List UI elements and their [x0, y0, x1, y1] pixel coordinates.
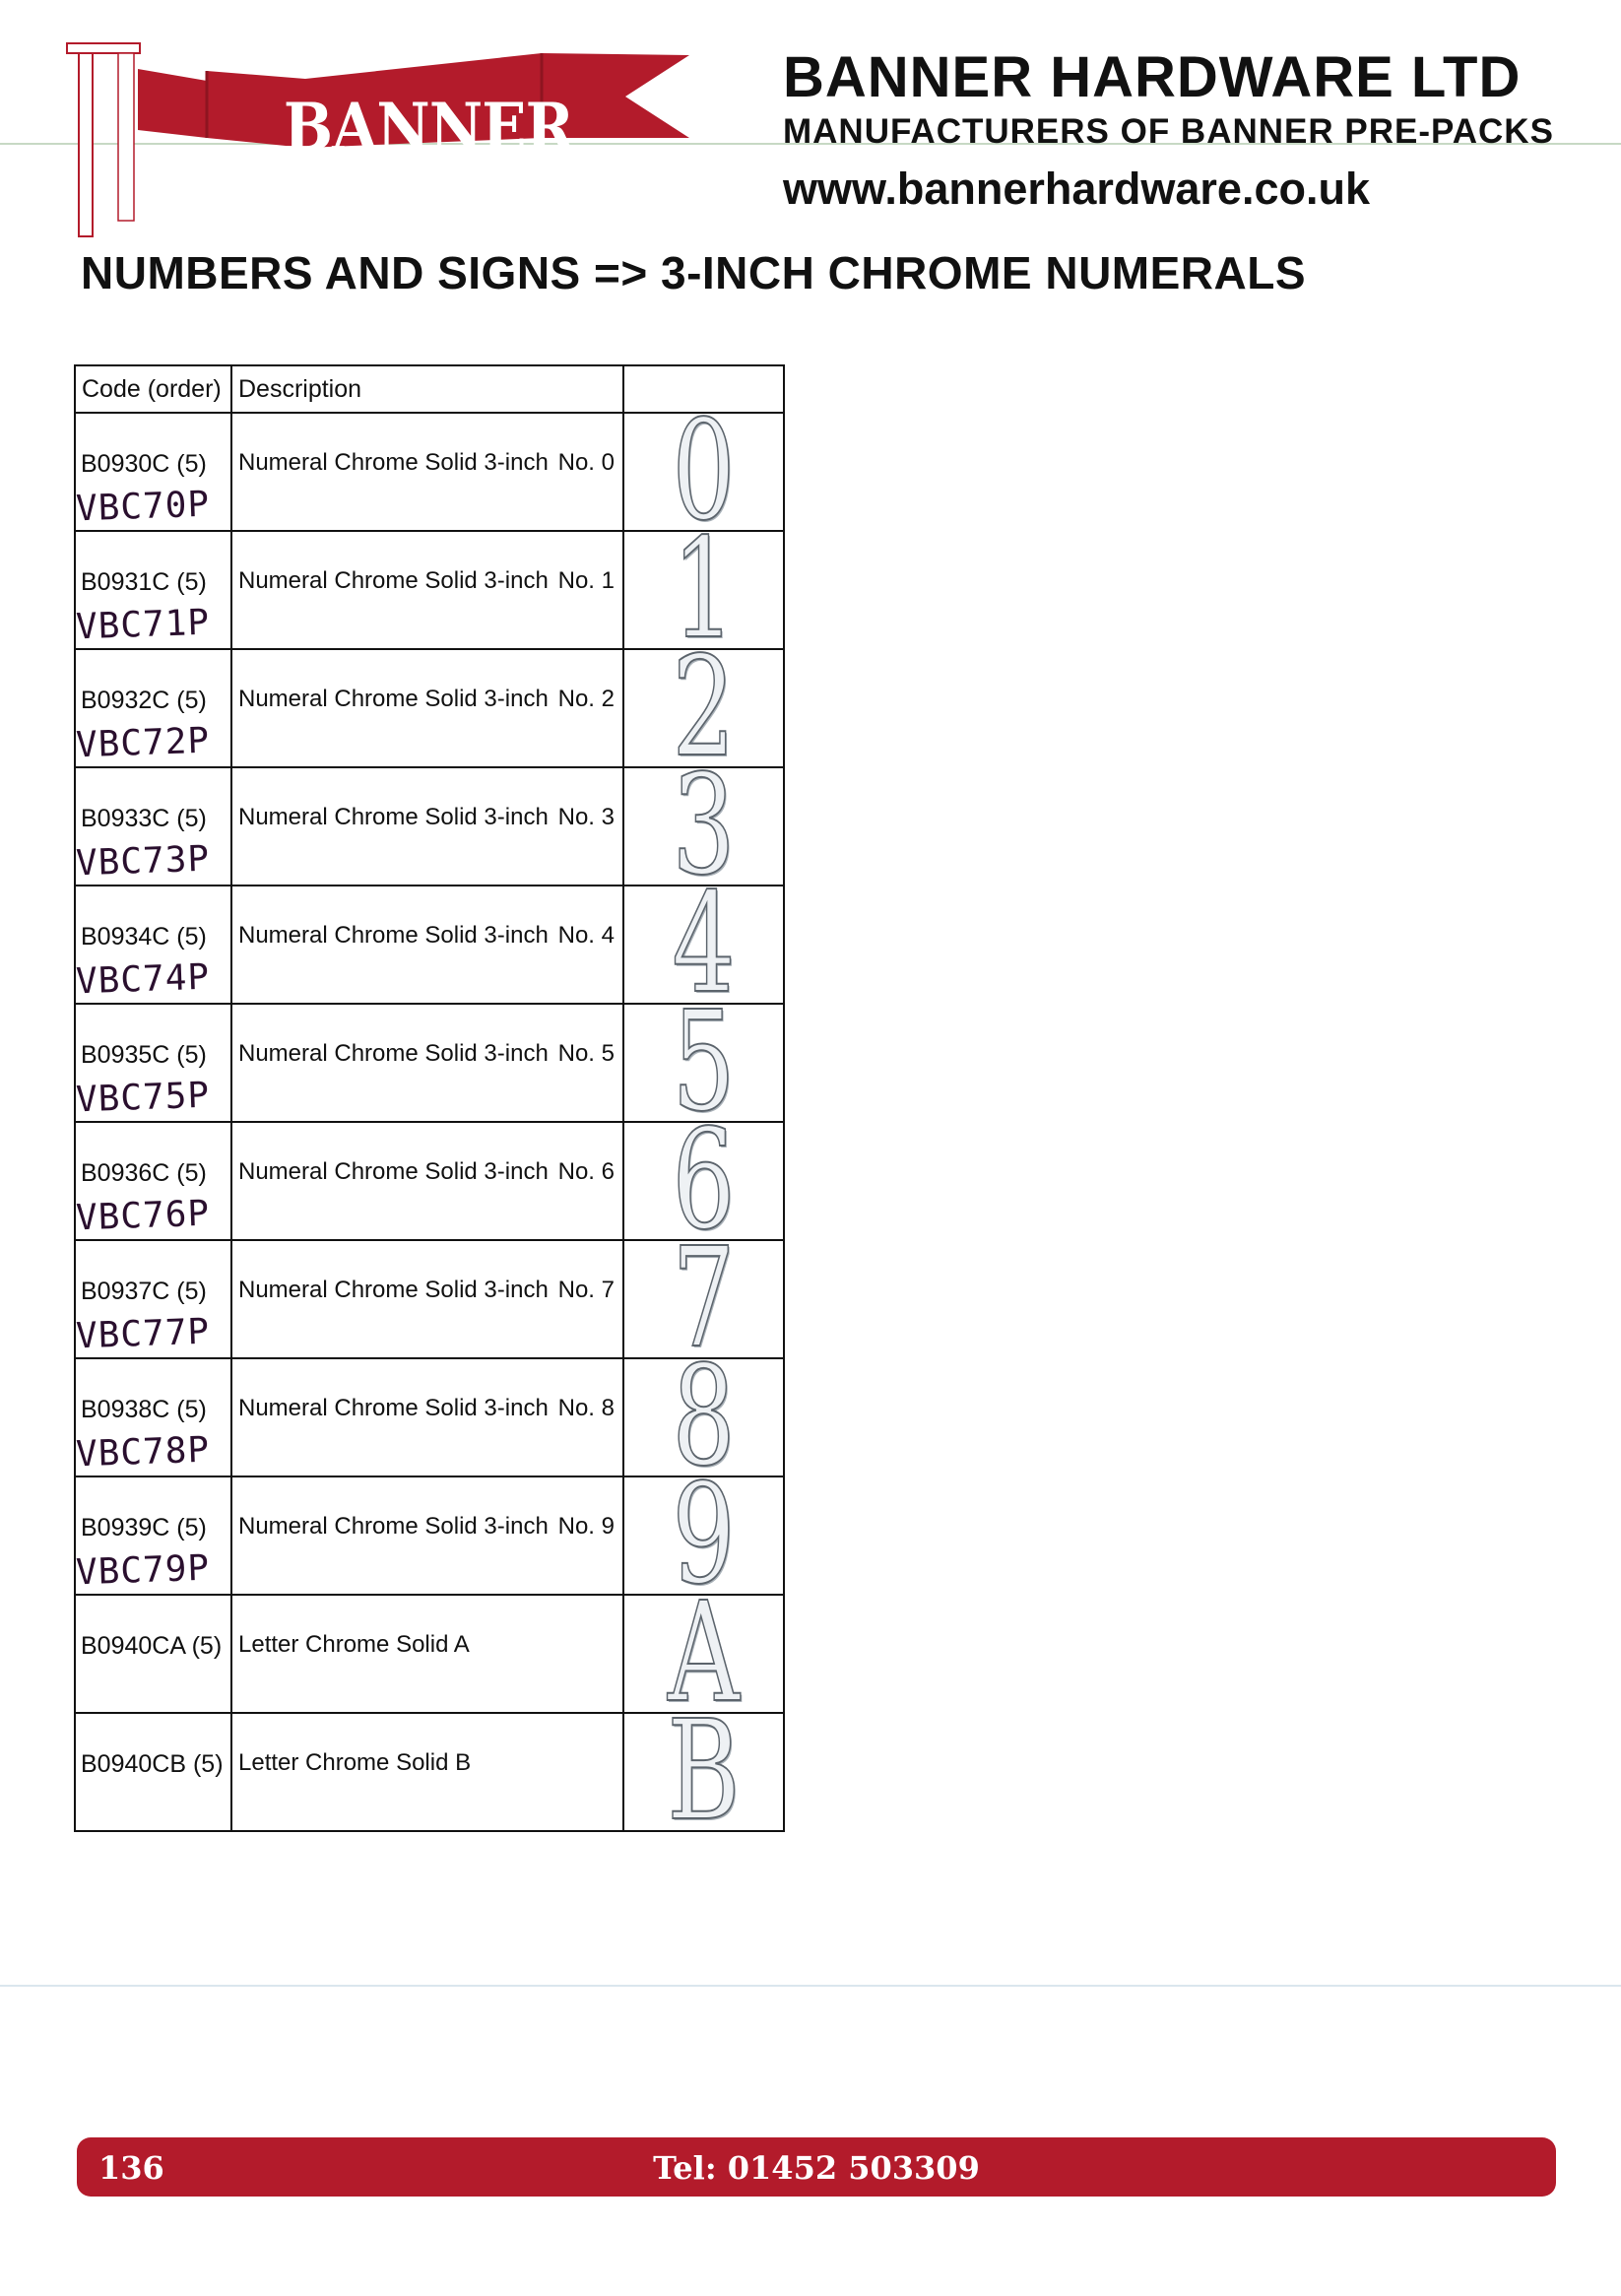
description-cell: [231, 1713, 623, 1831]
code-cell: [75, 767, 231, 886]
chrome-numeral-image: 1: [672, 509, 736, 670]
description-cell: [231, 1240, 623, 1358]
product-number: No. 8: [557, 1395, 615, 1421]
handwritten-code: VBC72P: [75, 720, 211, 766]
chrome-numeral-image: 9: [672, 1455, 736, 1615]
product-description: Numeral Chrome Solid 3-inch: [238, 1277, 549, 1303]
header-code: Code (order): [75, 365, 231, 413]
description-cell: [231, 1595, 623, 1713]
company-website: www.bannerhardware.co.uk: [783, 164, 1370, 214]
description-cell: [231, 1358, 623, 1476]
header-description: Description: [231, 365, 623, 413]
product-code: B0934C (5): [81, 922, 207, 951]
code-cell: [75, 531, 231, 649]
banner-logo: [59, 39, 699, 246]
handwritten-code: VBC75P: [75, 1075, 211, 1121]
footer-telephone: Tel: 01452 503309: [653, 2149, 980, 2187]
handwritten-code: VBC73P: [75, 838, 211, 885]
table-row: [75, 1713, 784, 1831]
handwritten-code: VBC79P: [75, 1547, 211, 1594]
product-description: Numeral Chrome Solid 3-inch: [238, 567, 549, 594]
logo-text: BANNER: [283, 89, 574, 165]
chrome-numeral-image: A: [668, 1573, 740, 1734]
product-description: Numeral Chrome Solid 3-inch: [238, 1158, 549, 1185]
chrome-numeral-image: 6: [672, 1100, 736, 1261]
handwritten-code: VBC74P: [75, 956, 211, 1003]
chrome-numeral-image: 0: [672, 391, 736, 552]
product-code: B0938C (5): [81, 1395, 207, 1423]
company-block: [783, 47, 1571, 215]
handwritten-code: VBC76P: [75, 1193, 211, 1239]
page-number: 136: [98, 2149, 164, 2187]
chrome-numeral-image: 2: [672, 627, 736, 788]
description-cell: [231, 767, 623, 886]
product-description: Numeral Chrome Solid 3-inch: [238, 1040, 549, 1067]
description-cell: [231, 649, 623, 767]
code-cell: [75, 1122, 231, 1240]
product-description: Numeral Chrome Solid 3-inch: [238, 1395, 549, 1421]
chrome-numeral-image: 3: [672, 746, 736, 906]
product-code: B0931C (5): [81, 567, 207, 596]
product-code: B0935C (5): [81, 1040, 207, 1069]
product-number: No. 4: [557, 922, 615, 949]
chrome-numeral-image: 4: [672, 864, 736, 1024]
product-description: Numeral Chrome Solid 3-inch: [238, 1513, 549, 1540]
product-description: Numeral Chrome Solid 3-inch: [238, 449, 549, 476]
description-cell: [231, 1004, 623, 1122]
chrome-numeral-image: 7: [672, 1218, 736, 1379]
product-code: B0940CB (5): [81, 1749, 224, 1778]
product-number: No. 3: [557, 804, 615, 830]
code-cell: [75, 1004, 231, 1122]
product-description: Letter Chrome Solid B: [238, 1749, 472, 1776]
chrome-numeral-image: B: [667, 1691, 741, 1852]
chrome-numeral-image: 5: [672, 982, 736, 1143]
code-cell: [75, 1476, 231, 1595]
description-cell: [231, 1476, 623, 1595]
product-code: B0936C (5): [81, 1158, 207, 1187]
product-code: B0932C (5): [81, 686, 207, 714]
product-image: [623, 1691, 784, 1852]
product-number: No. 1: [557, 567, 615, 594]
chrome-numeral-image: 8: [672, 1337, 736, 1497]
product-code: B0937C (5): [81, 1277, 207, 1305]
product-code: B0939C (5): [81, 1513, 207, 1542]
product-description: Numeral Chrome Solid 3-inch: [238, 804, 549, 830]
handwritten-code: VBC70P: [75, 484, 211, 530]
company-tagline: MANUFACTURERS OF BANNER PRE-PACKS: [783, 112, 1554, 151]
product-code: B0940CA (5): [81, 1631, 223, 1660]
product-code: B0930C (5): [81, 449, 207, 478]
product-number: No. 9: [557, 1513, 615, 1540]
code-cell: [75, 1240, 231, 1358]
code-cell: [75, 1713, 231, 1831]
handwritten-code: VBC71P: [75, 602, 211, 648]
code-cell: [75, 649, 231, 767]
product-code: B0933C (5): [81, 804, 207, 832]
handwritten-code: VBC78P: [75, 1429, 211, 1476]
product-number: No. 0: [557, 449, 615, 476]
product-number: No. 6: [557, 1158, 615, 1185]
code-cell: [75, 413, 231, 531]
description-cell: [231, 1122, 623, 1240]
footer-rule: [0, 1985, 1621, 1987]
product-description: Numeral Chrome Solid 3-inch: [238, 922, 549, 949]
handwritten-code: VBC77P: [75, 1311, 211, 1357]
product-description: Numeral Chrome Solid 3-inch: [238, 686, 549, 712]
page-title: NUMBERS AND SIGNS => 3-INCH CHROME NUMERALS: [81, 247, 1307, 298]
company-name: BANNER HARDWARE LTD: [783, 45, 1522, 109]
description-cell: [231, 886, 623, 1004]
description-cell: [231, 413, 623, 531]
product-number: No. 5: [557, 1040, 615, 1067]
code-cell: [75, 1358, 231, 1476]
footer-bar: [77, 2137, 1556, 2197]
product-number: No. 7: [557, 1277, 615, 1303]
product-description: Letter Chrome Solid A: [238, 1631, 470, 1658]
product-number: No. 2: [557, 686, 615, 712]
description-cell: [231, 531, 623, 649]
product-table: [74, 364, 785, 1852]
code-cell: [75, 886, 231, 1004]
code-cell: [75, 1595, 231, 1713]
